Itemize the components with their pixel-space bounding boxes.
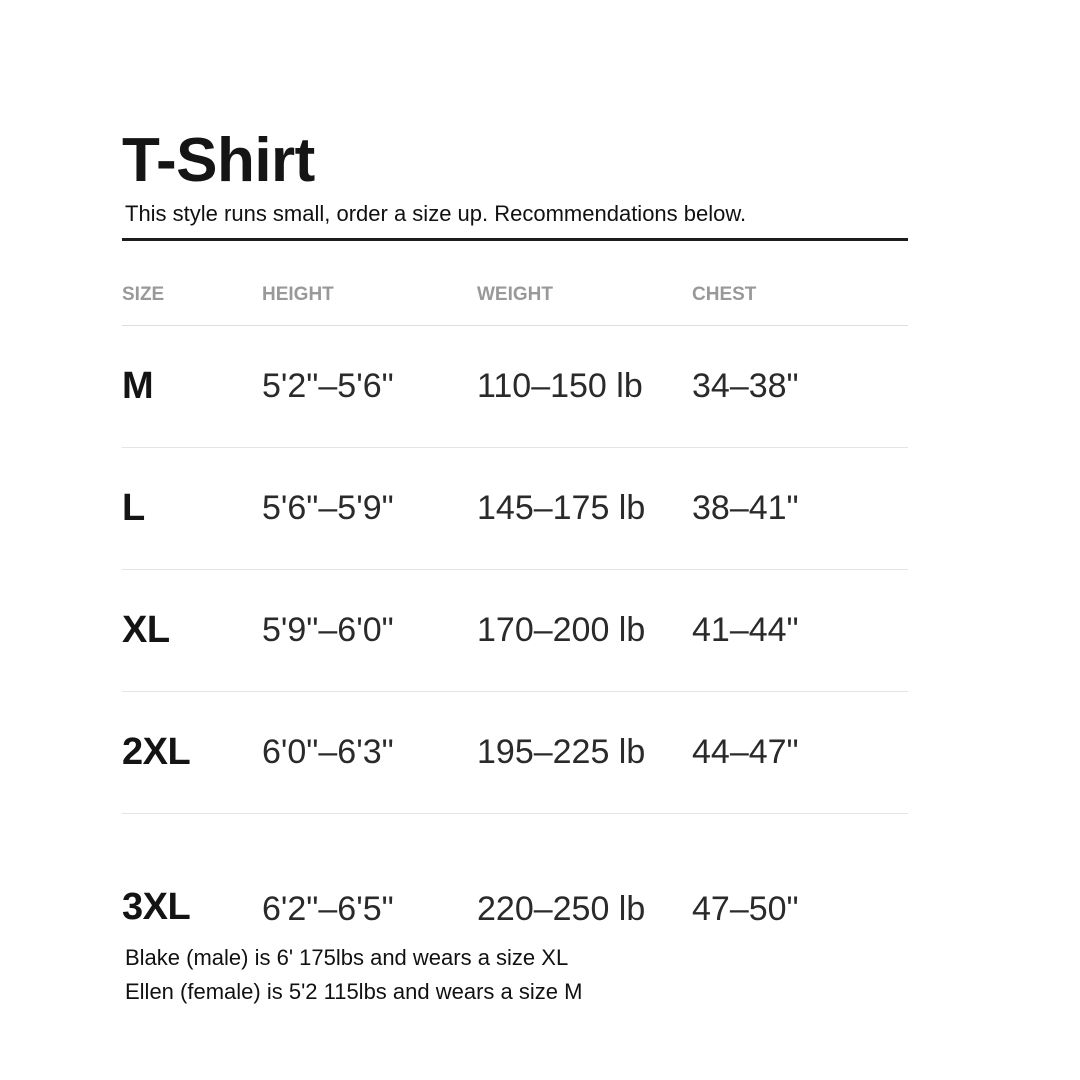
size-table — [122, 241, 908, 929]
fit-note: Blake (male) is 6' 175lbs and wears a size XL — [125, 945, 569, 970]
size-cell: 3XL — [122, 886, 191, 928]
height-cell: 6'2"–6'5" — [262, 890, 394, 928]
page-title: T-Shirt — [122, 126, 315, 195]
table-row — [122, 692, 908, 814]
header-chest: CHEST — [692, 284, 757, 305]
size-cell: M — [122, 365, 154, 407]
height-cell: 5'2"–5'6" — [262, 367, 394, 405]
header-weight: WEIGHT — [477, 284, 553, 305]
height-cell: 5'6"–5'9" — [262, 489, 394, 527]
header-height: HEIGHT — [262, 284, 334, 305]
size-cell: 2XL — [122, 731, 191, 773]
chest-cell: 38–41" — [692, 489, 799, 527]
weight-cell: 110–150 lb — [477, 367, 643, 405]
table-row — [122, 326, 908, 448]
table-row — [122, 814, 908, 929]
weight-cell: 195–225 lb — [477, 733, 646, 771]
chest-cell: 34–38" — [692, 367, 799, 405]
table-header — [122, 241, 908, 326]
header-size: SIZE — [122, 284, 165, 305]
fit-note: Ellen (female) is 5'2 115lbs and wears a size M — [125, 979, 583, 1004]
table-row — [122, 570, 908, 692]
fit-notes — [125, 941, 908, 1009]
size-cell: XL — [122, 609, 170, 651]
chest-cell: 41–44" — [692, 611, 799, 649]
weight-cell: 145–175 lb — [477, 489, 646, 527]
weight-cell: 220–250 lb — [477, 890, 646, 928]
size-cell: L — [122, 487, 145, 529]
height-cell: 5'9"–6'0" — [262, 611, 394, 649]
weight-cell: 170–200 lb — [477, 611, 646, 649]
page-subtitle: This style runs small, order a size up. Recommendations below. — [125, 201, 747, 226]
size-chart — [122, 128, 908, 1009]
table-row — [122, 448, 908, 570]
chest-cell: 47–50" — [692, 890, 799, 928]
height-cell: 6'0"–6'3" — [262, 733, 394, 771]
chest-cell: 44–47" — [692, 733, 799, 771]
